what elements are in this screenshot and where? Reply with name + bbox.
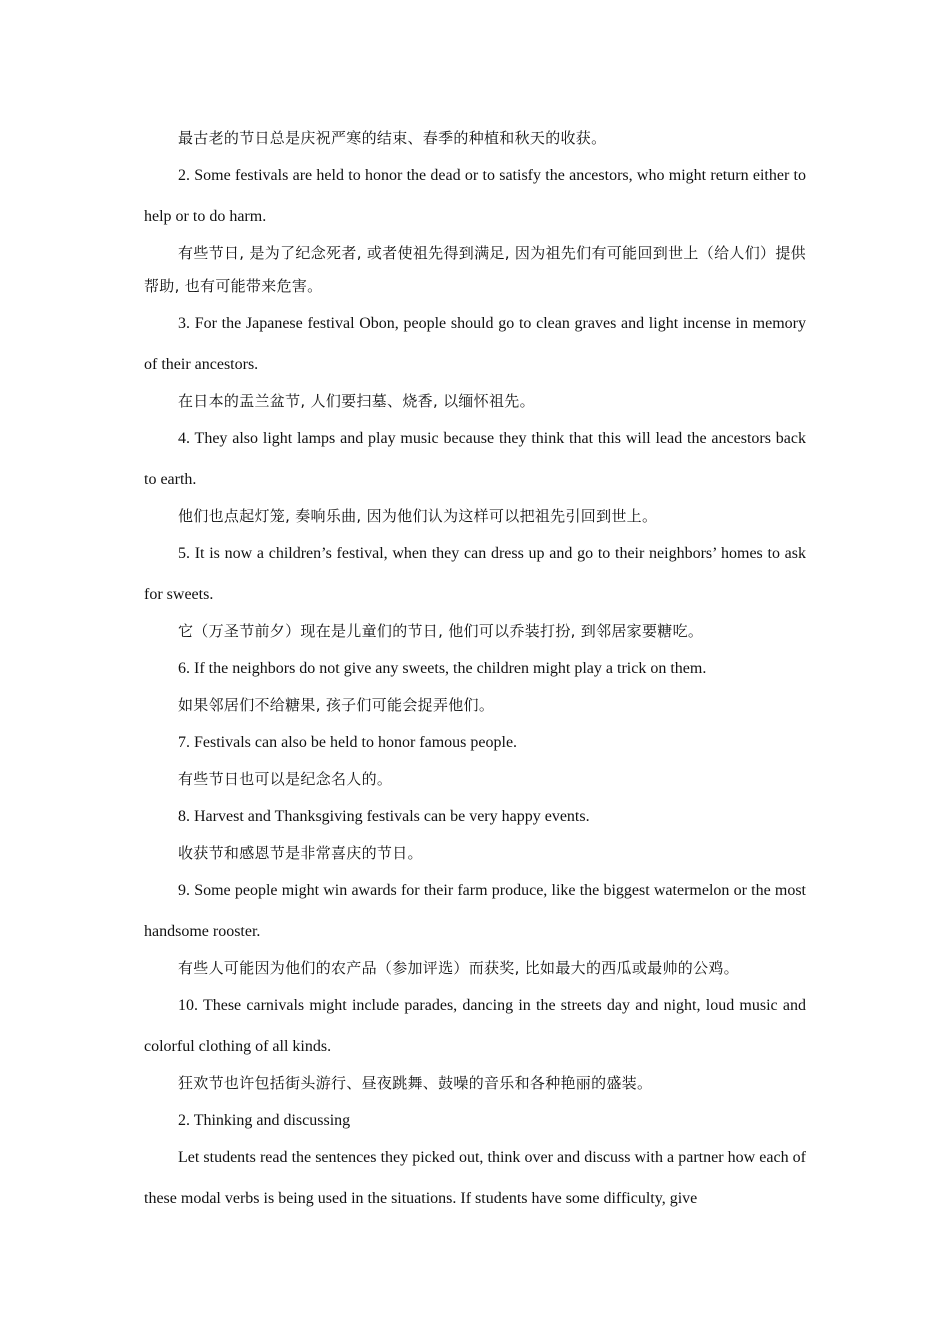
paragraph-zh-2: 有些节日, 是为了纪念死者, 或者使祖先得到满足, 因为祖先们有可能回到世上（给人们）提供帮助, 也有可能带来危害。: [144, 244, 806, 295]
paragraph-en-5: 5. It is now a children’s festival, when they can dress up and go to their neighbors’ homes to ask for sweets.: [144, 545, 806, 603]
paragraph-zh-7: 有些节日也可以是纪念名人的。: [178, 770, 393, 788]
section-heading-thinking: 2. Thinking and discussing: [178, 1112, 351, 1129]
paragraph-zh-4: 他们也点起灯笼, 奏响乐曲, 因为他们认为这样可以把祖先引回到世上。: [178, 507, 658, 525]
paragraph-en-9: 9. Some people might win awards for their farm produce, like the biggest watermelon or the most handsome rooster.: [144, 882, 806, 940]
paragraph-en-6: 6. If the neighbors do not give any sweets, the children might play a trick on them.: [178, 660, 707, 677]
paragraph-zh-5: 它（万圣节前夕）现在是儿童们的节日, 他们可以乔装打扮, 到邻居家要糖吃。: [178, 622, 704, 640]
paragraph-zh-8: 收获节和感恩节是非常喜庆的节日。: [178, 844, 423, 862]
paragraph-en-8: 8. Harvest and Thanksgiving festivals can be very happy events.: [178, 808, 590, 825]
document-page: [144, 122, 806, 1219]
paragraph-en-10: 10. These carnivals might include parades, dancing in the streets day and night, loud music and colorful clothing of all kinds.: [144, 997, 806, 1055]
paragraph-zh-6: 如果邻居们不给糖果, 孩子们可能会捉弄他们。: [178, 696, 495, 714]
paragraph-en-7: 7. Festivals can also be held to honor famous people.: [178, 734, 518, 751]
paragraph-zh-9: 有些人可能因为他们的农产品（参加评选）而获奖, 比如最大的西瓜或最帅的公鸡。: [178, 959, 739, 977]
paragraph-zh-1: 最古老的节日总是庆祝严寒的结束、春季的种植和秋天的收获。: [178, 129, 607, 147]
paragraph-instructions: Let students read the sentences they picked out, think over and discuss with a partner how each of these modal verbs is being used in the situations. If students have some difficulty, give: [144, 1149, 806, 1207]
paragraph-en-4: 4. They also light lamps and play music because they think that this will lead the ancestors back to earth.: [144, 430, 806, 488]
paragraph-zh-10: 狂欢节也许包括街头游行、昼夜跳舞、鼓噪的音乐和各种艳丽的盛装。: [178, 1074, 653, 1092]
paragraph-zh-3: 在日本的盂兰盆节, 人们要扫墓、烧香, 以缅怀祖先。: [178, 392, 535, 410]
paragraph-en-3: 3. For the Japanese festival Obon, people should go to clean graves and light incense in memory of their ancestors.: [144, 315, 806, 373]
paragraph-en-2: 2. Some festivals are held to honor the dead or to satisfy the ancestors, who might return either to help or to do harm.: [144, 167, 806, 225]
